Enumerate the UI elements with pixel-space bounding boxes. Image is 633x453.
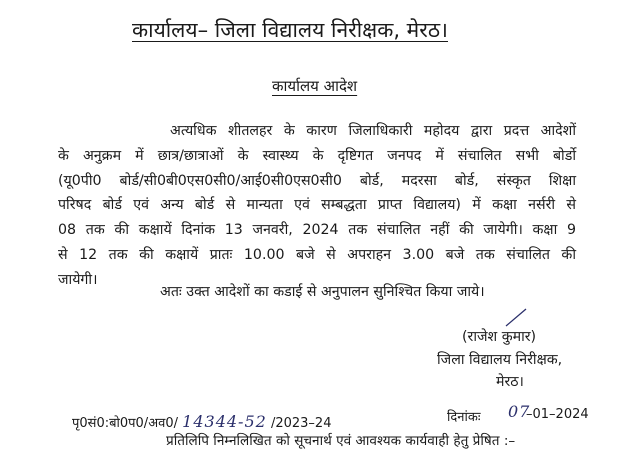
reference-handwritten-number: 14344-52 bbox=[182, 412, 267, 431]
body-line: के अनुक्रम में छात्र/छात्राओं के स्वास्थ्य के दृष्टिगत जनपद में संचालित सभी बोर्डो bbox=[58, 147, 576, 164]
order-title: कार्यालय आदेश bbox=[272, 77, 358, 95]
reference-prefix: पृ0सं0:बो0प0/अव0/ bbox=[72, 416, 179, 431]
signature-mark bbox=[502, 306, 530, 328]
body-line: 08 तक की कक्षायें दिनांक 13 जनवरी, 2024 तक संचालित नहीं की जायेगी। कक्षा 9 bbox=[58, 222, 576, 239]
closing-line: अतः उक्त आदेशों का कडाई से अनुपालन सुनिश्चित किया जाये। bbox=[160, 284, 485, 300]
order-body-paragraph bbox=[58, 119, 576, 293]
body-line: (यू0पी0 बोर्ड/सी0बी0एस0सी0/आई0सी0एस0सी0 बोर्ड, मदरसा बोर्ड, संस्कृत शिक्षा bbox=[58, 172, 576, 189]
body-line: परिषद बोर्ड एवं अन्य बोर्ड से मान्यता एवं सम्बद्धता प्राप्त विद्यालय) में कक्षा नर्सरी से bbox=[58, 197, 576, 214]
date-rest: –01–2024 bbox=[526, 407, 589, 422]
signatory-designation: जिला विद्यालय निरीक्षक, bbox=[437, 352, 563, 368]
reference-suffix: /2023–24 bbox=[270, 416, 332, 431]
office-heading: कार्यालय– जिला विद्यालय निरीक्षक, मेरठ। bbox=[132, 18, 448, 42]
body-line: से 12 तक की कक्षायें प्रातः 10.00 बजे से अपराहन 3.00 बजे तक संचालित की bbox=[58, 246, 576, 263]
body-line: अत्यधिक शीतलहर के कारण जिलाधिकारी महोदय द्वारा प्रदत्त आदेशों bbox=[170, 123, 576, 139]
signatory-name: (राजेश कुमार) bbox=[462, 329, 537, 345]
body-line: जायेगी। bbox=[58, 271, 98, 288]
date-handwritten-day: 07 bbox=[508, 402, 531, 421]
date-label: दिनांकः bbox=[447, 410, 481, 425]
copy-to-line: प्रतिलिपि निम्नलिखित को सूचनार्थ एवं आवश्यक कार्यवाही हेतु प्रेषित :– bbox=[166, 433, 516, 449]
reference-number bbox=[72, 412, 331, 431]
signatory-place: मेरठ। bbox=[496, 374, 524, 390]
